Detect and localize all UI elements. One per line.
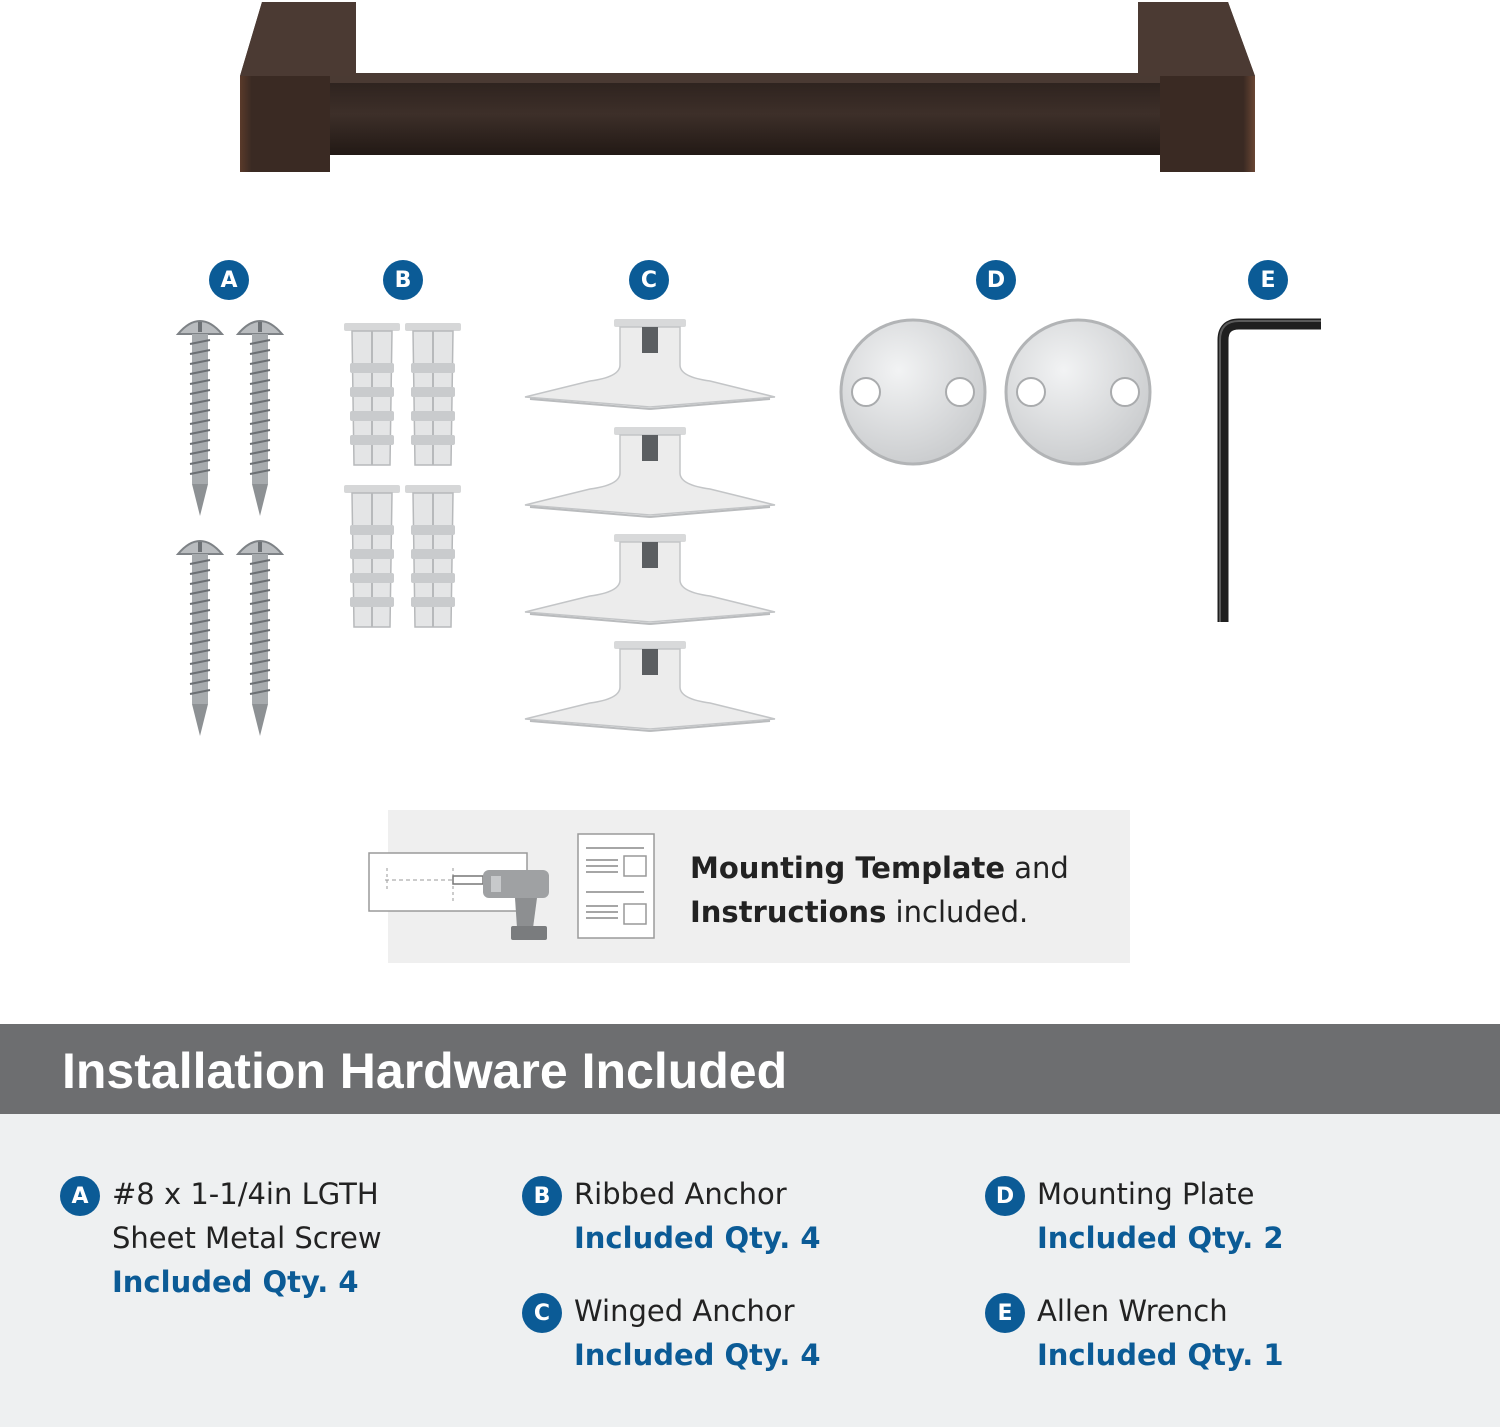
item-name-line2: Sheet Metal Screw [112,1221,382,1255]
mounting-plate-icon [830,310,1170,480]
item-name-line1: #8 x 1-1/4in LGTH [112,1177,379,1211]
template-label-suffix: and [1005,851,1069,885]
drill-icon [365,828,560,948]
hardware-item-d [985,1176,1405,1266]
cabinet-handle-image [0,0,1500,200]
part-badge-e: E [1248,260,1288,300]
instructions-label-suffix: included. [886,895,1029,929]
part-badge-b: B [383,260,423,300]
item-name: Allen Wrench [1037,1294,1228,1328]
hardware-item-e [985,1293,1405,1383]
allen-wrench-icon [1205,310,1335,630]
section-title: Installation Hardware Included [62,1043,788,1099]
template-description [690,846,1110,934]
hardware-item-b [522,1176,942,1266]
item-name: Ribbed Anchor [574,1177,787,1211]
item-badge-a: A [60,1176,100,1216]
item-badge-d: D [985,1176,1025,1216]
item-quantity: Included Qty. 1 [1037,1338,1284,1372]
item-name: Winged Anchor [574,1294,795,1328]
winged-anchor-icon [520,315,780,740]
instructions-document-icon [576,832,658,942]
item-quantity: Included Qty. 2 [1037,1221,1284,1255]
item-quantity: Included Qty. 4 [574,1221,821,1255]
instructions-label: Instructions [690,895,887,929]
item-badge-e: E [985,1293,1025,1333]
item-quantity: Included Qty. 4 [574,1338,821,1372]
part-badge-d: D [976,260,1016,300]
part-badge-c: C [629,260,669,300]
hardware-item-c [522,1293,942,1383]
template-label: Mounting Template [690,851,1005,885]
ribbed-anchor-icon [340,315,470,635]
item-badge-b: B [522,1176,562,1216]
item-quantity: Included Qty. 4 [112,1265,359,1299]
screw-icon [160,310,300,750]
hardware-item-a [60,1176,480,1306]
item-name: Mounting Plate [1037,1177,1255,1211]
item-badge-c: C [522,1293,562,1333]
part-badge-a: A [209,260,249,300]
